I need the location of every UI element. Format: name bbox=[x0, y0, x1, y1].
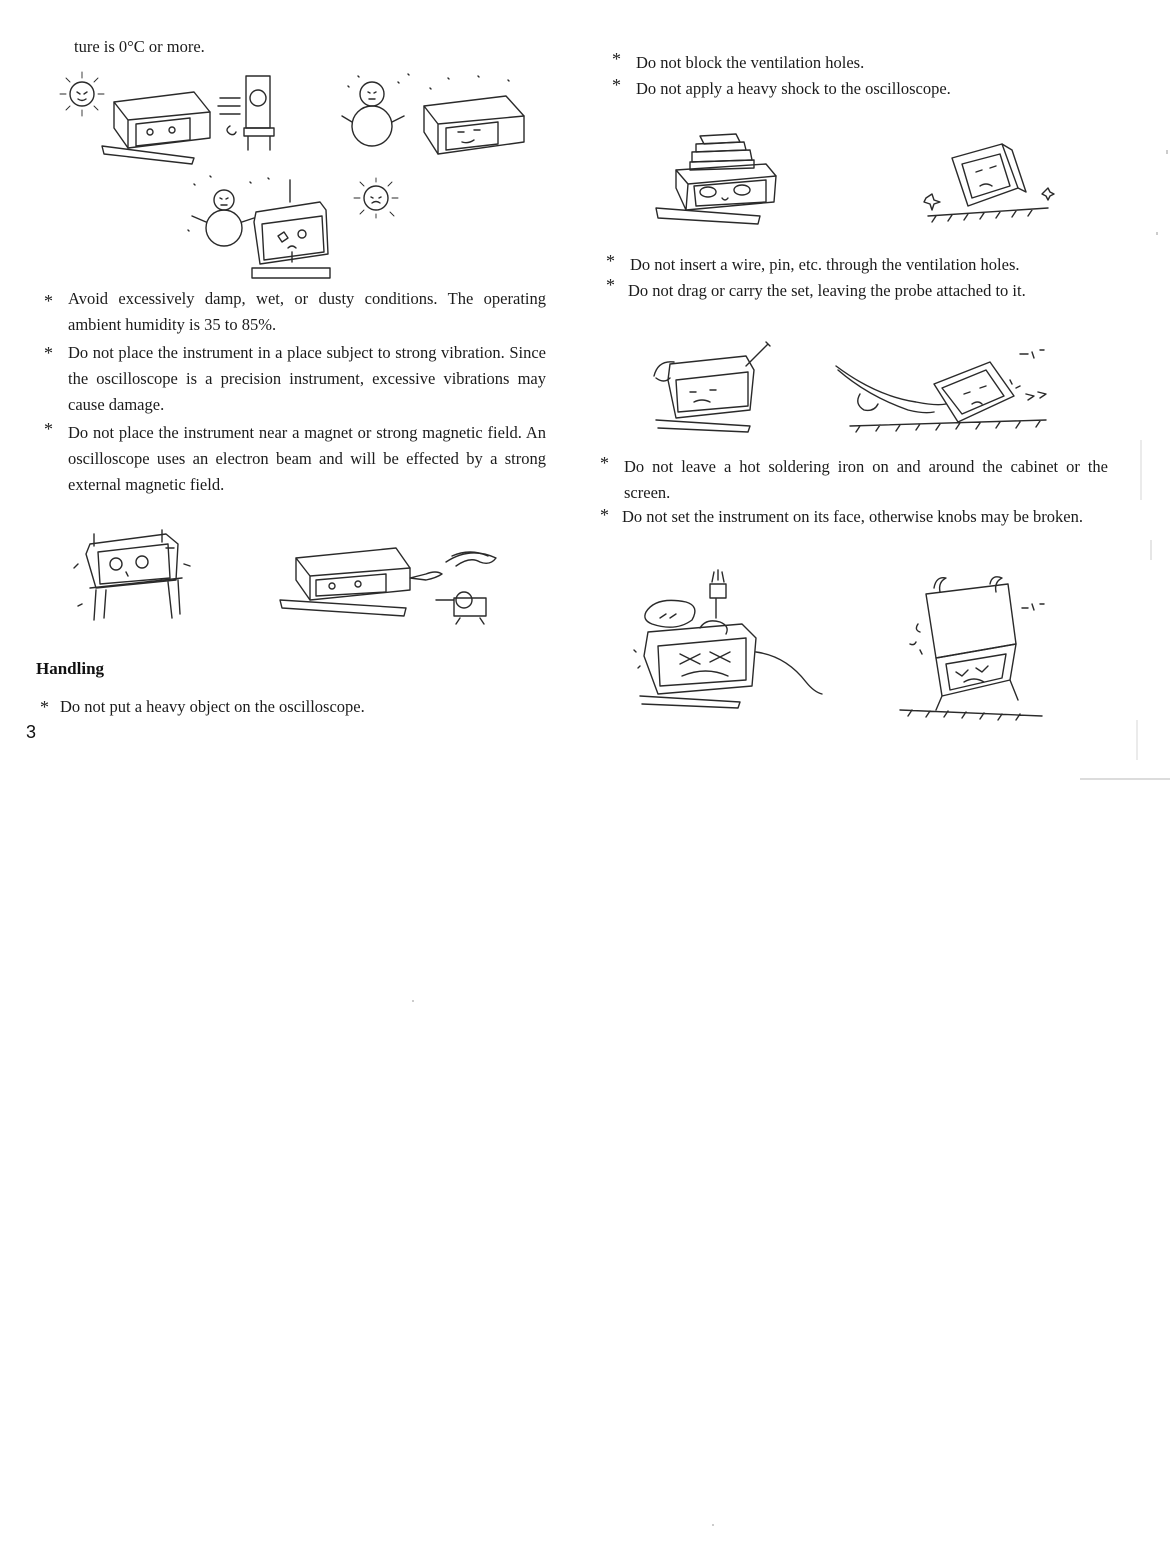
section-heading-handling: Handling bbox=[36, 659, 105, 678]
scan-speck bbox=[1140, 440, 1142, 500]
scan-speck bbox=[1156, 232, 1158, 235]
wire-inserted-oscilloscope-icon bbox=[650, 340, 780, 432]
bullet-star: * bbox=[600, 505, 609, 525]
bullet-shock: Do not apply a heavy shock to the oscilloscope. bbox=[636, 79, 951, 98]
snowman-oscilloscope-icon bbox=[338, 72, 538, 162]
scan-speck bbox=[1080, 778, 1170, 780]
bullet-star: * bbox=[606, 275, 615, 295]
bullet-star: * bbox=[40, 697, 49, 717]
magnet-motor-oscilloscope-icon bbox=[276, 538, 516, 628]
vibration-stand-oscilloscope-icon bbox=[76, 524, 196, 624]
heavy-books-oscilloscope-icon bbox=[650, 128, 790, 228]
bullet-star: * bbox=[612, 49, 621, 69]
bullet-star: * bbox=[44, 291, 53, 311]
sun-heater-oscilloscope-icon bbox=[44, 68, 284, 168]
scan-speck bbox=[712, 1524, 714, 1526]
page-number: 3 bbox=[26, 722, 37, 742]
scan-speck bbox=[412, 1000, 414, 1002]
intro-fragment: ture is 0°C or more. bbox=[74, 37, 205, 56]
bullet-star: * bbox=[600, 453, 609, 473]
bullet-star: * bbox=[612, 75, 621, 95]
bullet-face-down: Do not set the instrument on its face, otherwise knobs may be broken. bbox=[622, 507, 1083, 526]
bullet-star: * bbox=[606, 251, 615, 271]
scan-speck bbox=[1166, 150, 1168, 154]
bullet-star: * bbox=[44, 343, 53, 363]
soldering-iron-oscilloscope-icon bbox=[630, 568, 830, 708]
bullet-drag: Do not drag or carry the set, leaving the probe attached to it. bbox=[628, 281, 1026, 300]
scan-speck bbox=[1150, 540, 1152, 560]
bullet-star: * bbox=[44, 419, 53, 439]
bullet-wire: Do not insert a wire, pin, etc. through the ventilation holes. bbox=[630, 255, 1020, 274]
bullet-humidity: Avoid excessively damp, wet, or dusty conditions. The operating ambient humidity is 35 to 85%. bbox=[68, 289, 546, 334]
bullet-ventilation: Do not block the ventilation holes. bbox=[636, 53, 865, 72]
scan-speck bbox=[1136, 720, 1138, 760]
dragged-oscilloscope-icon bbox=[830, 344, 1060, 436]
face-down-oscilloscope-icon bbox=[896, 574, 1046, 724]
bullet-vibration: Do not place the instrument in a place subject to strong vibration. Since the oscilloscope is a precision instrument, excessive vibrations may cause damage. bbox=[68, 343, 546, 414]
snowman-sun-oscilloscope-icon bbox=[180, 172, 420, 282]
bullet-magnet: Do not place the instrument near a magnet or strong magnetic field. An oscilloscope uses an electron beam and will be effected by a strong external magnetic field. bbox=[68, 423, 546, 494]
dropped-oscilloscope-icon bbox=[918, 140, 1058, 230]
bullet-heavy-object: Do not put a heavy object on the oscilloscope. bbox=[60, 697, 365, 716]
bullet-soldering: Do not leave a hot soldering iron on and around the cabinet or the screen. bbox=[624, 457, 1108, 502]
